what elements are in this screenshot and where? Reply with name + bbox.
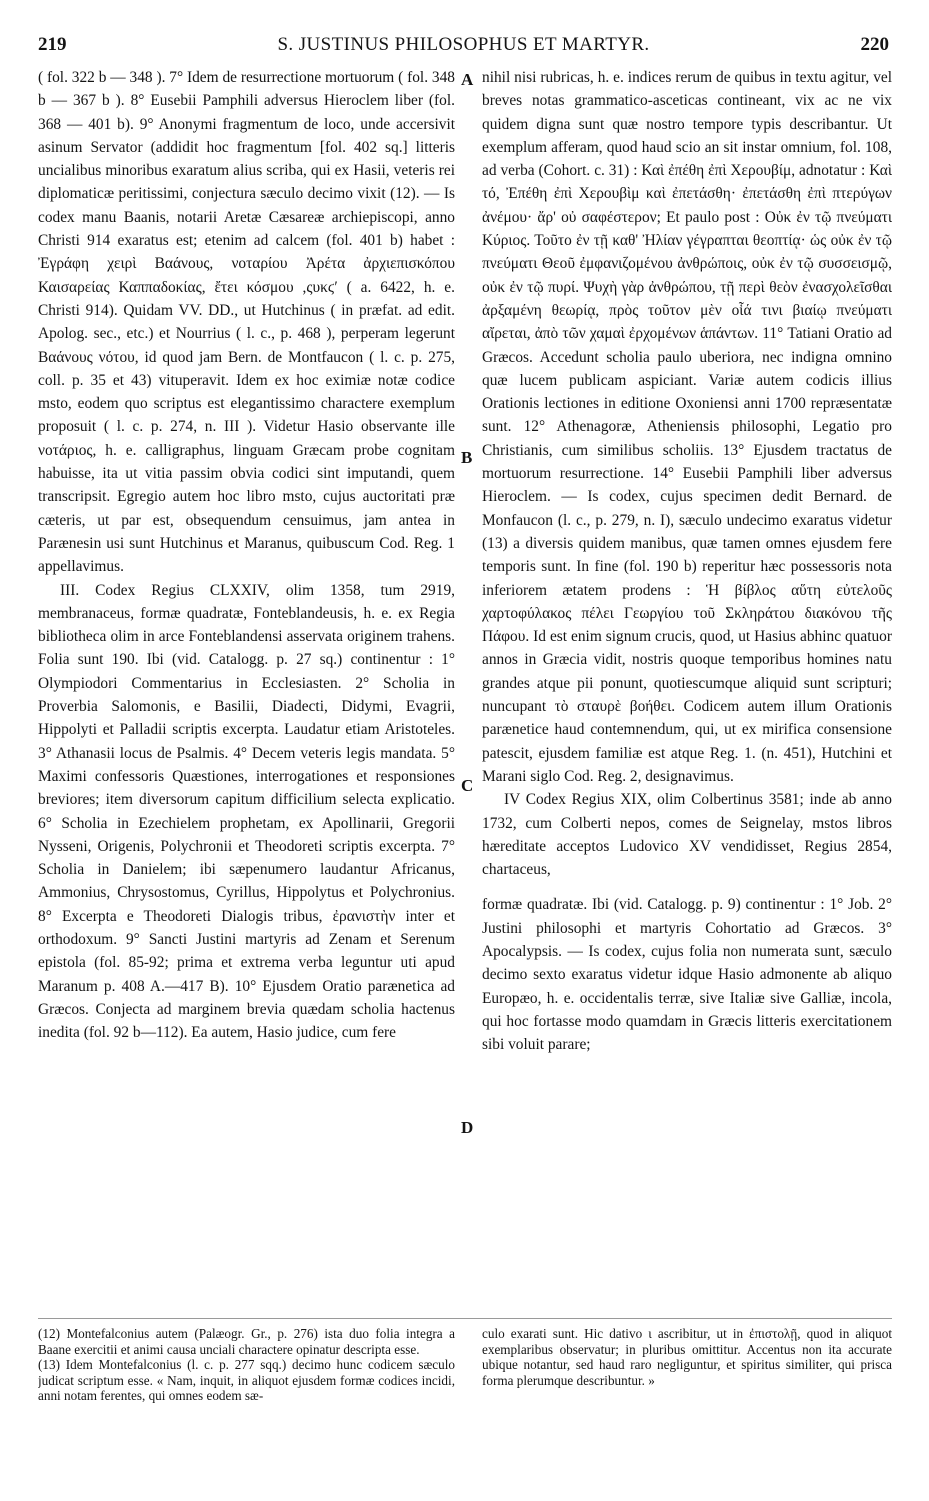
footnote-12: (12) Montefalconius autem (Palæogr. Gr., p. 276) ista duo folia integra a Baane exercitii et animi causa unciali charactere opinatur descripta esse.	[38, 1326, 455, 1357]
margin-marker-d: D	[461, 1118, 474, 1137]
left-paragraph-1: ( fol. 322 b — 348 ). 7° Idem de resurrectione mortuorum ( fol. 348 b — 367 b ). 8° Eusebii Pamphili adversus Hieroclem liber (fol. 368 — 401 b). 9° Anonymi fragmentum de loco, unde accersivit asinum Servator (addidit hoc fragmentum [fol. 402 sq.] litteris uncialibus minoribus exaratum alius scriba, qui ex Hasii, veteris rei diplomaticæ peritissimi, conjectura sæculo decimo vixit (12). — Is codex manu Baanis, notarii Aretæ Cæsareæ archiepiscopi, anno Christi 914 exaratus est; etenim ad calcem (fol. 401 b) habet : Ἐγράφη χειρὶ Βαάνους, νοταρίου Ἀρέτα ἀρχιεπισκόπου Καισαρείας Καππαδοκίας, ἔτει κόσμου ,ςυκϛ′ ( a. 6422, h. e. Christi 914). Quidam VV. DD., ut Hutchinus ( in præfat. ad edit. Apolog. sec., etc.) et Nourrius ( l. c., p. 468 ), perperam legerunt Βαάνους νότου, id quod jam Bern. de Montfaucon ( l. c. p. 275, coll. p. 35 et 43) vituperavit. Idem ex hoc eximiæ notæ codice msto, eodem quo scriptus est elegantissimo charactere exemplum proposuit ( l. c. p. 274, n. III ). Videtur Hasio observante ille νοτάριος, h. e. calligraphus, linguam Græcam probe cognitam habuisse, ita ut vitia passim obvia codici sint imputandi, quem transcripsit. Egregio autem hoc libro msto, cujus auctoritati præ cæteris, ut par est, obsequendum censuimus, jam antea in Parænesin usi sunt Hutchinus et Maranus, quibuscum Cod. Reg. 1 appellavimus.	[38, 69, 455, 576]
footnote-13: (13) Idem Montefalconius (l. c. p. 277 sqq.) decimo hunc codicem sæculo judicat scriptum esse. « Nam, inquit, in aliquot ejusdem formæ codices incidi, anni notam ferentes, qui omnes eodem sæ-	[38, 1357, 455, 1404]
right-paragraph-1: nihil nisi rubricas, h. e. indices rerum de quibus in textu agitur, vel breves notas grammatico-asceticas contineant, vix ac ne vix quidem digna sunt quæ nostro tempore typis describantur. Ut exemplum afferam, quod haud scio an sit instar omnium, fol. 108, ad verba (Cohort. c. 31) : Καὶ ἐπέθη ἐπὶ Χερουβίμ, adnotatur : Καὶ τό, Ἐπέθη ἐπὶ Χερουβὶμ καὶ ἐπετάσθη· ἐπετάσθη ἐπὶ πτερύγων ἀνέμου· ἄρ' οὐ σαφέστερον; Et paulo post : Οὐκ ἐν τῷ πνεύματι Κύριος. Τοῦτο ἐν τῇ καθ' Ἠλίαν γέγραπται θεοπτίᾳ· ὡς οὐκ ἐν τῷ πνεύματι Θεοῦ ἐμφανιζομένου ἀνθρώποις, οὐκ ἐν τῷ συσσεισμῷ, οὐκ ἐν τῷ πυρί. Ψυχὴ γὰρ ἀνθρώπου, τῇ περὶ θεὸν ἐνασχολεῖσθαι ἀρξαμένη θεωρίᾳ, πρὸς τοῦτον μὲν οἷά τινι βιαίῳ πνεύματι αἴρεται, ἀπὸ τῶν χαμαὶ ἐρχομένων ἁπάντων. 11° Tatiani Oratio ad Græcos. Accedunt scholia paulo uberiora, nec indigna omnino quæ lucem publicam aspiciant. Variæ autem codicis illius Orationis lectiones in editione Oxoniensi anni 1700 repræsentatæ sunt. 12° Athenagoræ, Atheniensis philosophi, Legatio pro Christianis, cum similibus scholiis. 13° Ejusdem tractatus de mortuorum resurrectione. 14° Eusebii Pamphili liber adversus Hieroclem. — Is codex, cujus specimen dedit Bernard. de Monfaucon (l. c., p. 279, n. I), sæculo undecimo exaratus videtur (13) a diversis quidem manibus, quæ tamen omnes ejusdem fere temporis sunt. In fine (fol. 190 b) reperitur hæc possessoris nota inferiorem ætatem prodens : Ἡ βίβλος αὕτη εὐτελοῦς χαρτοφύλακος πέλει Γεωργίου τοῦ Σκληράτου διακόνου τῆς Πάφου. Id est enim signum crucis, quod, ut Hasius abhinc quatuor annos in Græcia vidit, nostris quoque temporibus homines natu grandes atque pii ponunt, quotiescumque aliquid sunt scripturi; nuncupant τὸ σταυρὲ βοήθει. Codicem autem illum Orationis parænetice haud contemnendum, qui, ut ex mirifica consensione patescit, ejusdem familiæ est atque Reg. 1. (n. 451), Hutchini et Marani siglo Cod. Reg. 2, designavimus.	[482, 69, 892, 785]
page-number-right: 220	[860, 34, 889, 55]
right-paragraph-2: IV Codex Regius XIX, olim Colbertinus 3581; inde ab anno 1732, cum Colberti nepos, comes de Seignelay, mstos libros hæreditate acceptos Ludovico XV vendidisset, Regius 2854, chartaceus,	[482, 791, 892, 879]
footnotes-right	[482, 1326, 892, 1476]
footnote-separator	[38, 1318, 892, 1319]
left-column	[38, 66, 455, 1300]
footnote-13-continued: culo exarati sunt. Hic dativo ι ascribitur, ut in ἐπιστολῇ, quod in aliquot exemplaribus observatur; in pluribus omittitur. Accentus non ita accurate ubique notantur, sed haud raro negliguntur, et spiritus similiter, qui prisca forma plerumque describuntur. »	[482, 1326, 892, 1388]
running-title: S. JUSTINUS PHILOSOPHUS ET MARTYR.	[277, 34, 650, 55]
margin-marker-a: A	[461, 70, 474, 89]
running-header	[38, 34, 889, 56]
margin-marker-c: C	[461, 776, 474, 795]
left-paragraph-2: III. Codex Regius CLXXIV, olim 1358, tum 2919, membranaceus, formæ quadratæ, Fonteblandeusis, h. e. ex Regia bibliotheca olim in arce Fonteblandensi asservata originem trahens. Folia sunt 190. Ibi (vid. Catalogg. p. 27 sq.) continentur : 1° Olympiodori Commentarius in Ecclesiasten. 2° Scholia in Proverbia Salomonis, e Basilii, Diadecti, Didymi, Evagrii, Hippolyti et Palladii scriptis excerpta. Laudatur etiam Aristoteles. 3° Athanasii locus de Psalmis. 4° Decem veteris legis mandata. 5° Maximi confessoris Quæstiones, interrogationes et responsiones breviores; item diversorum capitum difficilium selecta explicatio. 6° Scholia in Ezechielem prophetam, ex Apollinarii, Gregorii Nysseni, Origenis, Polychronii et Theodoreti scriptis excerpta. 7° Scholia in Danielem; ibi sæpenumero laudantur Africanus, Ammonius, Chrysostomus, Cyrillus, Hippolytus et Polychronius. 8° Excerpta e Theodoreti Dialogis tribus, ἐρανιστὴν inter et orthodoxum. 9° Sancti Justini martyris ad Zenam et Serenum epistola (fol. 85-92; prima et extrema verba leguntur uti apud Maranum p. 408 A.—417 B). 10° Ejusdem Oratio parænetica ad Græcos. Conjecta ad marginem brevia quædam scholia hactenus inedita (fol. 92 b—112). Ea autem, Hasio judice, cum fere	[38, 581, 455, 1042]
right-paragraph-3: formæ quadratæ. Ibi (vid. Catalogg. p. 9) continentur : 1° Job. 2° Justini philosophi et martyris Cohortatio ad Græcos. 3° Apocalypsis. — Is codex, cujus folia non numerata sunt, sæculo decimo sexto exaratus videtur idque Hasio admonente ab aliquo Europæo, h. e. occidentalis terræ, sive Italiæ sive Galliæ, incola, qui hoc fortasse modo quamdam in Græcis litteris exercitationem sibi voluit parare;	[482, 896, 892, 1054]
footnotes-left	[38, 1326, 455, 1476]
margin-marker-b: B	[461, 448, 473, 467]
page-number-left: 219	[38, 34, 67, 55]
right-column	[482, 66, 892, 1300]
